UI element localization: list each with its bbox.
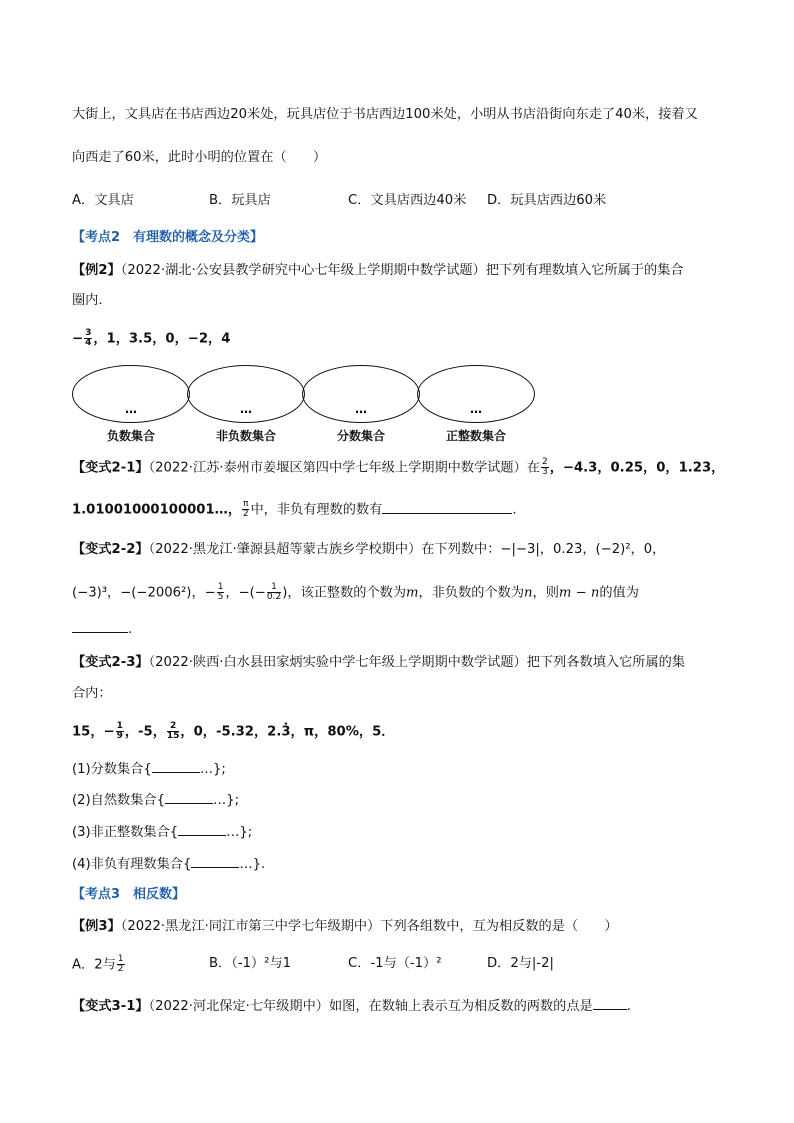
variant-label: 【变式2-1】 bbox=[72, 460, 149, 476]
answer-blank[interactable] bbox=[165, 791, 213, 804]
variant-label: 【变式2-3】 bbox=[72, 655, 149, 670]
answer-blank[interactable] bbox=[152, 760, 200, 773]
example3-option-a: A．2与 $\frac{1}{2}$ bbox=[72, 954, 124, 974]
answer-blank[interactable] bbox=[72, 620, 128, 633]
variant-2-2-line3: . bbox=[72, 620, 132, 639]
option-d: D．玩具店西边60米 bbox=[487, 193, 607, 208]
set-item-1: (1)分数集合{ …}; bbox=[72, 762, 226, 777]
set-item-4: (4)非负有理数集合{ …}. bbox=[72, 857, 266, 872]
variant-label: 【变式2-2】 bbox=[72, 542, 149, 557]
set-label-positive-integer: 正整数集合 bbox=[445, 429, 506, 443]
answer-blank[interactable] bbox=[178, 823, 226, 836]
variant-2-2-line2: (−3)³，−(−2006²)，− $\frac{1}{5}$ ，−(− $\frac{1}{0.2}$ )，该正整数的个数为m，非负数的个数为n，则m − n的值为 bbox=[72, 582, 639, 602]
number-list bbox=[72, 329, 230, 349]
section-title-kaodian3: 【考点3 相反数】 bbox=[72, 887, 186, 902]
set-item-2: (2)自然数集合{ …}; bbox=[72, 793, 240, 808]
example-label: 【例3】 bbox=[72, 919, 121, 934]
set-label-nonnegative: 非负数集合 bbox=[215, 429, 276, 443]
example-text: （2022·湖北·公安县教学研究中心七年级上学期期中数学试题）把下列有理数填入它所属于的集合 bbox=[120, 263, 684, 278]
option-c: C．文具店西边40米 bbox=[348, 193, 467, 208]
fraction: $\frac{3}{4}$ bbox=[85, 328, 92, 348]
question-text-line1: 大街上，文具店在书店西边20米处，玩具店位于书店西边100米处，小明从书店沿街向东走了40米，接着又 bbox=[72, 107, 698, 122]
set-label-fraction: 分数集合 bbox=[336, 429, 385, 443]
variant-2-3-line2: 合内： bbox=[72, 686, 112, 701]
variant-2-2-line1: 【变式2-2】（2022·黑龙江·肇源县超等蒙古族乡学校期中）在下列数中：−|−3|，0.23，(−2)²，0， bbox=[72, 542, 666, 557]
section-title-kaodian2: 【考点2 有理数的概念及分类】 bbox=[72, 230, 264, 245]
example2-line1 bbox=[72, 262, 684, 280]
set-label-negative: 负数集合 bbox=[106, 429, 155, 443]
set-item-3: (3)非正整数集合{ …}; bbox=[72, 825, 253, 840]
example3-line: 【例3】（2022·黑龙江·同江市第三中学七年级期中）下列各组数中，互为相反数的是（ ） bbox=[72, 919, 618, 934]
set-ellipse-negative: … bbox=[72, 365, 190, 423]
number-list-rest: ，1，3.5，0，−2，4 bbox=[93, 331, 231, 347]
minus-sign: − bbox=[72, 331, 84, 347]
option-a: A．文具店 bbox=[72, 193, 134, 208]
example3-option-b: B．（-1）²与1 bbox=[209, 956, 292, 971]
variant-3-1-line: 【变式3-1】（2022·河北保定·七年级期中）如图，在数轴上表示互为相反数的两数的点是 . bbox=[72, 999, 631, 1014]
variant-label: 【变式3-1】 bbox=[72, 999, 149, 1014]
example3-option-c: C．-1与（-1）² bbox=[348, 956, 442, 971]
set-ellipse-fraction: … bbox=[302, 365, 420, 423]
variant-2-3-numbers: 15，− $\frac{1}{9}$ ，-5， $\frac{2}{15}$ ，0，-5.32，2.3̇，π，80%，5． bbox=[72, 721, 395, 741]
answer-blank[interactable] bbox=[191, 855, 239, 868]
variant-2-1-line1: 【变式2-1】（2022·江苏·泰州市姜堰区第四中学七年级上学期期中数学试题）在 $\frac{2}{3}$ ，−4.3，0.25，0，1.23， bbox=[72, 457, 725, 477]
option-b: B．玩具店 bbox=[209, 193, 271, 208]
example3-option-d: D．2与|-2| bbox=[487, 956, 554, 971]
example2-line2: 圈内. bbox=[72, 293, 103, 308]
example-label: 【例2】 bbox=[72, 263, 121, 278]
answer-blank[interactable] bbox=[382, 501, 512, 514]
variant-2-3-line1: 【变式2-3】（2022·陕西·白水县田家炳实验中学七年级上学期期中数学试题）把下列各数填入它所属的集 bbox=[72, 655, 686, 670]
variant-2-1-line2: 1.01001000100001…， $\frac{\pi}{2}$ 中，非负有理数的数有 . bbox=[72, 499, 517, 519]
set-ellipse-positive-integer: … bbox=[417, 365, 535, 423]
question-text-line2: 向西走了60米，此时小明的位置在（ ） bbox=[72, 150, 327, 165]
set-ellipse-nonnegative: … bbox=[187, 365, 305, 423]
answer-blank[interactable] bbox=[593, 997, 627, 1010]
